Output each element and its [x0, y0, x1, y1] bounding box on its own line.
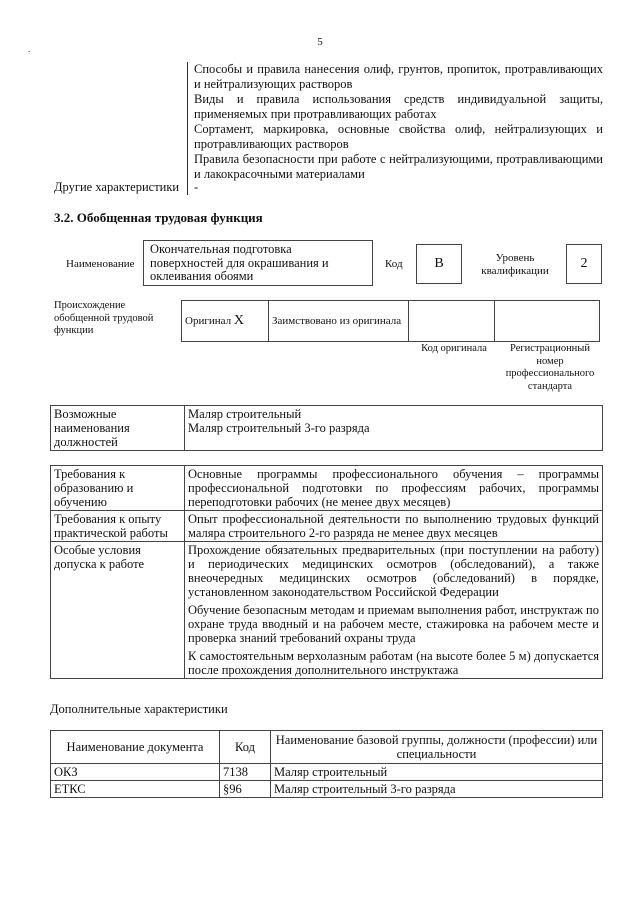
- table-row: [51, 781, 603, 798]
- doc-name-cell: ЕТКС: [51, 781, 220, 798]
- origin-mark: X: [233, 313, 244, 328]
- function-name-box: Окончательная подготовка поверхностей для окрашивания и оклеивания обоями: [143, 240, 373, 286]
- page-number: 5: [317, 36, 323, 48]
- post-title: Маляр строительный: [188, 407, 302, 421]
- doc-name-cell: ОКЗ: [51, 764, 220, 781]
- other-characteristics-label: Другие характеристики: [54, 180, 180, 194]
- corner-mark: .: [28, 44, 31, 54]
- doc-code-cell: 7138: [220, 764, 271, 781]
- experience-value: [185, 511, 603, 542]
- origin-borrowed-cell: Заимствовано из оригинала: [269, 301, 409, 342]
- section-heading: 3.2. Обобщенная трудовая функция: [54, 210, 263, 225]
- requirement-text: К самостоятельным верхолазным работам (на высоте более 5 м) допускается после прохождения дополнительного инструктажа: [188, 649, 599, 677]
- requirement-text: Прохождение обязательных предварительных (при поступлении на работу) и периодических медицинских осмотров (обследований), а также внеочередных медицинских осмотров (обследований) в порядке, установленном законодательством Российской Федерации: [188, 543, 599, 599]
- table-row: [51, 542, 603, 679]
- other-characteristics-value: -: [187, 180, 198, 195]
- header-document: Наименование документа: [51, 731, 220, 764]
- original-code-caption: Код оригинала: [421, 343, 487, 354]
- requirements-table: [50, 465, 603, 679]
- knowledge-list: [187, 62, 603, 182]
- table-row: [51, 764, 603, 781]
- possible-posts-values: [185, 406, 603, 451]
- education-value: [185, 466, 603, 511]
- table-row: [51, 466, 603, 511]
- header-group: Наименование базовой группы, должности (профессии) или специальности: [271, 731, 603, 764]
- origin-original-label: Оригинал: [185, 315, 232, 327]
- requirement-text: Обучение безопасным методам и приемам выполнения работ, инструктаж по охране труда вводный и на рабочем месте, стажировка на рабочем месте и проверка знаний требований охраны труда: [188, 603, 599, 645]
- doc-group-cell: Маляр строительный 3-го разряда: [271, 781, 603, 798]
- knowledge-item: Сортамент, маркировка, основные свойства олиф, нейтрализующих и протравливающих растворов: [194, 122, 603, 151]
- table-row: [51, 511, 603, 542]
- registration-number-cell: [495, 301, 600, 342]
- origin-label: Происхождение обобщенной трудовой функции: [54, 300, 154, 336]
- possible-posts-label: Возможные наименования должностей: [51, 406, 185, 451]
- experience-label: Требования к опыту практической работы: [51, 511, 185, 542]
- knowledge-item: Способы и правила нанесения олиф, грунтов, пропиток, протравливающих и нейтрализующих растворов: [194, 62, 603, 91]
- header-code: Код: [220, 731, 271, 764]
- possible-posts-table: [50, 405, 603, 451]
- additional-characteristics-table: [50, 730, 603, 798]
- level-label: Уровень квалификации: [481, 252, 549, 277]
- education-label: Требования к образованию и обучению: [51, 466, 185, 511]
- requirement-text: Основные программы профессионального обучения – программы профессиональной подготовки по профессиям рабочих, программы переподготовки рабочих (не менее двух месяцев): [188, 467, 599, 509]
- origin-table: [181, 300, 600, 342]
- admission-value: [185, 542, 603, 679]
- name-label: Наименование: [66, 258, 135, 270]
- knowledge-item: Правила безопасности при работе с нейтрализующими, протравливающими и лакокрасочными материалами: [194, 152, 603, 181]
- requirement-text: Опыт профессиональной деятельности по выполнению трудовых функций маляра строительного 2-го разряда не менее двух месяцев: [188, 512, 599, 540]
- additional-characteristics-title: Дополнительные характеристики: [50, 702, 228, 716]
- code-label: Код: [385, 258, 403, 270]
- function-code-box: В: [416, 244, 462, 284]
- knowledge-item: Виды и правила использования средств индивидуальной защиты, применяемых при протравливающих работах: [194, 92, 603, 121]
- qualification-level-box: 2: [566, 244, 602, 284]
- doc-code-cell: §96: [220, 781, 271, 798]
- table-header-row: [51, 731, 603, 764]
- original-code-cell: [409, 301, 495, 342]
- admission-label: Особые условия допуска к работе: [51, 542, 185, 679]
- origin-original-cell: [182, 301, 269, 342]
- post-title: Маляр строительный 3-го разряда: [188, 421, 370, 435]
- doc-group-cell: Маляр строительный: [271, 764, 603, 781]
- registration-number-caption: Регистрационный номер профессионального стандарта: [505, 343, 595, 392]
